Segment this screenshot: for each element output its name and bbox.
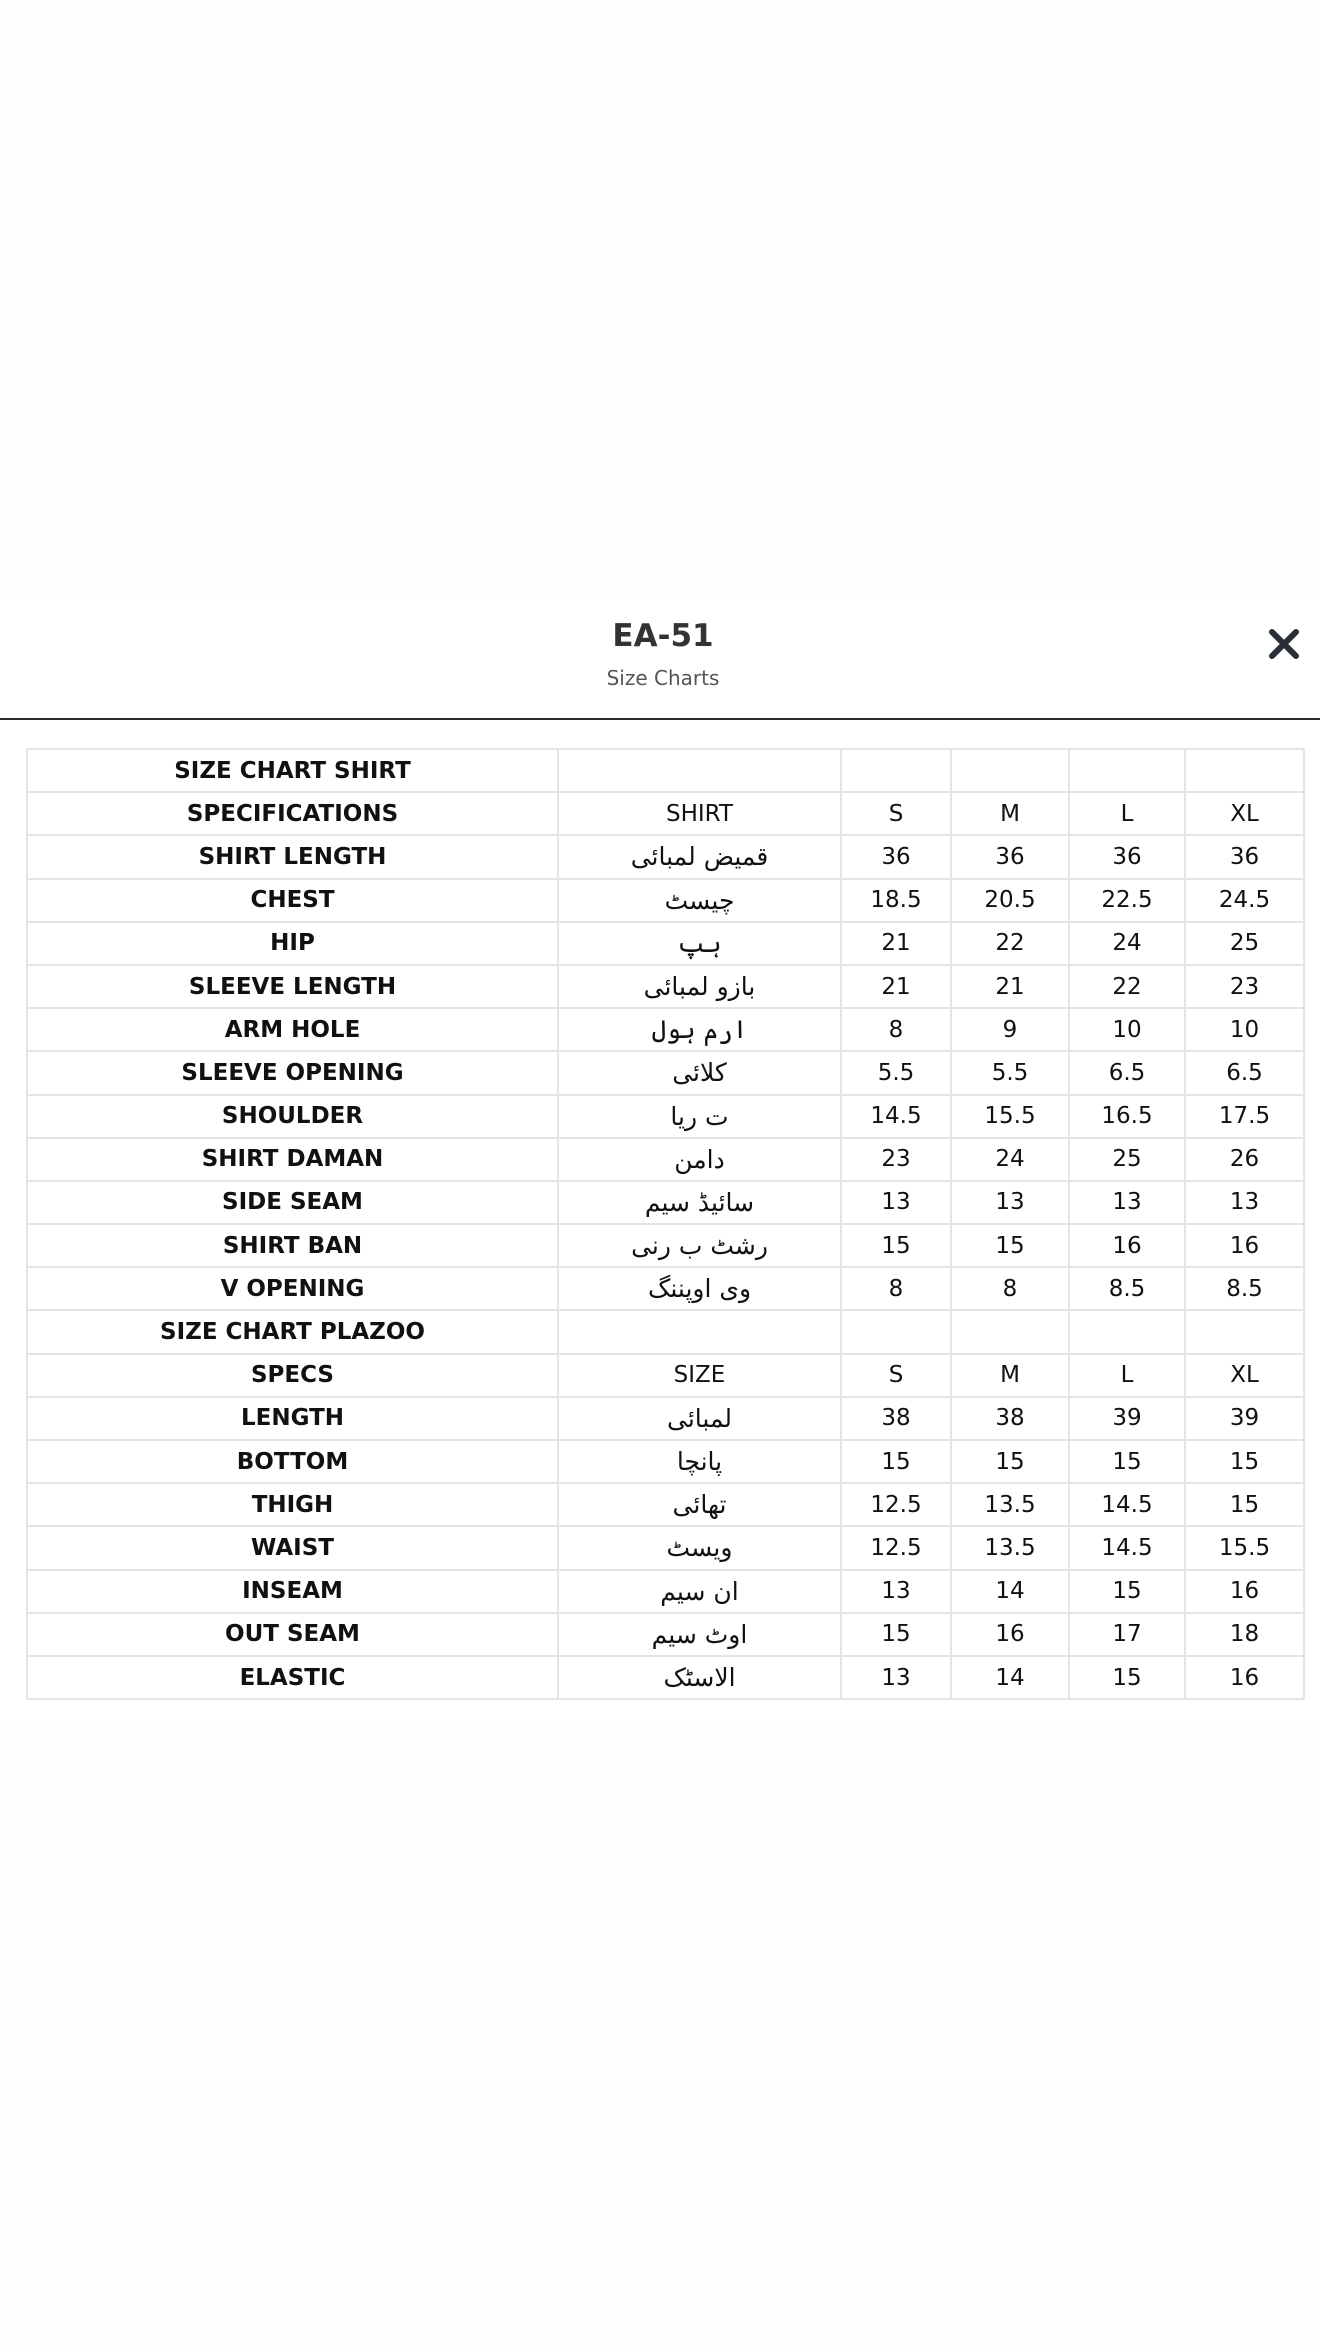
size-value-cell: 36 — [1069, 835, 1185, 878]
table-row — [27, 1526, 1304, 1569]
size-value-cell: 13.5 — [951, 1483, 1069, 1526]
size-value-cell: 14 — [951, 1570, 1069, 1613]
size-value-cell: 13 — [1069, 1181, 1185, 1224]
size-value-cell: 14.5 — [1069, 1483, 1185, 1526]
size-value-cell: 15 — [1185, 1483, 1304, 1526]
size-value-cell: L — [1069, 792, 1185, 835]
size-value-cell: 8.5 — [1185, 1267, 1304, 1310]
size-value-cell: 15 — [841, 1440, 951, 1483]
size-value-cell: 36 — [1185, 835, 1304, 878]
row-label-cell: SHIRT DAMAN — [27, 1138, 558, 1181]
size-value-cell: 38 — [841, 1397, 951, 1440]
size-value-cell: S — [841, 792, 951, 835]
table-row — [27, 1354, 1304, 1397]
row-label-cell: V OPENING — [27, 1267, 558, 1310]
urdu-label-cell: رشٹ ب رنی — [558, 1224, 841, 1267]
table-row — [27, 1310, 1304, 1353]
size-value-cell: 39 — [1069, 1397, 1185, 1440]
size-value-cell: S — [841, 1354, 951, 1397]
table-row — [27, 1138, 1304, 1181]
size-value-cell: 13 — [841, 1656, 951, 1699]
urdu-label-cell: چیسٹ — [558, 879, 841, 922]
size-value-cell: L — [1069, 1354, 1185, 1397]
urdu-label-cell: ہپ — [558, 922, 841, 965]
size-value-cell: 17.5 — [1185, 1095, 1304, 1138]
size-value-cell: 16 — [1069, 1224, 1185, 1267]
urdu-label-cell: لمبائی — [558, 1397, 841, 1440]
size-value-cell: 16 — [1185, 1570, 1304, 1613]
urdu-label-cell: بازو لمبائی — [558, 965, 841, 1008]
size-value-cell: 39 — [1185, 1397, 1304, 1440]
size-value-cell: 21 — [951, 965, 1069, 1008]
size-value-cell — [951, 749, 1069, 792]
background-bottom — [0, 1720, 1320, 2346]
size-value-cell: 5.5 — [841, 1051, 951, 1094]
urdu-label-cell: پانچا — [558, 1440, 841, 1483]
size-value-cell: 15 — [1185, 1440, 1304, 1483]
urdu-label-cell: دامن — [558, 1138, 841, 1181]
size-value-cell: 6.5 — [1185, 1051, 1304, 1094]
size-value-cell: 16 — [951, 1613, 1069, 1656]
table-row — [27, 835, 1304, 878]
size-value-cell — [841, 1310, 951, 1353]
size-value-cell: 22.5 — [1069, 879, 1185, 922]
modal-header — [0, 600, 1320, 720]
size-value-cell: 13 — [1185, 1181, 1304, 1224]
row-label-cell: THIGH — [27, 1483, 558, 1526]
row-label-cell: WAIST — [27, 1526, 558, 1569]
size-value-cell: 14.5 — [841, 1095, 951, 1138]
urdu-label-cell: ت ریا — [558, 1095, 841, 1138]
size-value-cell: 8 — [951, 1267, 1069, 1310]
size-value-cell: 9 — [951, 1008, 1069, 1051]
size-value-cell: 36 — [841, 835, 951, 878]
table-row — [27, 1613, 1304, 1656]
row-label-cell: ELASTIC — [27, 1656, 558, 1699]
size-value-cell: 15 — [951, 1440, 1069, 1483]
row-label-cell: INSEAM — [27, 1570, 558, 1613]
row-label-cell: SPECS — [27, 1354, 558, 1397]
size-value-cell: 8 — [841, 1008, 951, 1051]
size-chart-table — [26, 748, 1305, 1700]
table-row — [27, 1267, 1304, 1310]
size-value-cell: 23 — [1185, 965, 1304, 1008]
size-value-cell: 15 — [841, 1613, 951, 1656]
size-value-cell: 22 — [951, 922, 1069, 965]
row-label-cell: BOTTOM — [27, 1440, 558, 1483]
urdu-label-cell: وی اوپننگ — [558, 1267, 841, 1310]
urdu-label-cell: سائیڈ سیم — [558, 1181, 841, 1224]
size-value-cell: 21 — [841, 965, 951, 1008]
row-label-cell: SHOULDER — [27, 1095, 558, 1138]
size-value-cell: 18 — [1185, 1613, 1304, 1656]
size-value-cell: 15 — [1069, 1656, 1185, 1699]
table-row — [27, 1181, 1304, 1224]
size-value-cell: 12.5 — [841, 1526, 951, 1569]
size-value-cell: 38 — [951, 1397, 1069, 1440]
table-row — [27, 879, 1304, 922]
urdu-label-cell: ان سیم — [558, 1570, 841, 1613]
size-value-cell: 18.5 — [841, 879, 951, 922]
modal-title: EA-51 — [612, 618, 714, 654]
size-value-cell — [1069, 749, 1185, 792]
size-value-cell — [841, 749, 951, 792]
table-row — [27, 1397, 1304, 1440]
size-value-cell: 36 — [951, 835, 1069, 878]
size-value-cell: M — [951, 1354, 1069, 1397]
size-value-cell: 5.5 — [951, 1051, 1069, 1094]
size-value-cell: 16.5 — [1069, 1095, 1185, 1138]
size-value-cell: 10 — [1185, 1008, 1304, 1051]
modal-subtitle: Size Charts — [606, 666, 720, 690]
size-value-cell: 15 — [1069, 1440, 1185, 1483]
table-row — [27, 792, 1304, 835]
size-value-cell: 8.5 — [1069, 1267, 1185, 1310]
size-value-cell: 15.5 — [1185, 1526, 1304, 1569]
table-row — [27, 1095, 1304, 1138]
table-row — [27, 1008, 1304, 1051]
size-value-cell: XL — [1185, 1354, 1304, 1397]
urdu-label-cell: اوٹ سیم — [558, 1613, 841, 1656]
table-row — [27, 1224, 1304, 1267]
urdu-label-cell: تھائی — [558, 1483, 841, 1526]
size-value-cell: 22 — [1069, 965, 1185, 1008]
size-value-cell: 6.5 — [1069, 1051, 1185, 1094]
urdu-label-cell: SIZE — [558, 1354, 841, 1397]
table-row — [27, 1570, 1304, 1613]
row-label-cell: SLEEVE OPENING — [27, 1051, 558, 1094]
urdu-label-cell: کلائی — [558, 1051, 841, 1094]
size-value-cell: 15 — [841, 1224, 951, 1267]
size-value-cell: 15 — [951, 1224, 1069, 1267]
table-row — [27, 749, 1304, 792]
urdu-label-cell — [558, 749, 841, 792]
size-value-cell: 25 — [1185, 922, 1304, 965]
size-value-cell — [1069, 1310, 1185, 1353]
row-label-cell: SIZE CHART PLAZOO — [27, 1310, 558, 1353]
size-value-cell: 20.5 — [951, 879, 1069, 922]
background-top — [0, 0, 1320, 600]
table-row — [27, 1656, 1304, 1699]
urdu-label-cell: ارم ہول — [558, 1008, 841, 1051]
urdu-label-cell: الاسٹک — [558, 1656, 841, 1699]
row-label-cell: CHEST — [27, 879, 558, 922]
size-value-cell: 26 — [1185, 1138, 1304, 1181]
size-value-cell: 8 — [841, 1267, 951, 1310]
size-value-cell: 25 — [1069, 1138, 1185, 1181]
size-chart-modal — [0, 600, 1320, 1720]
close-button[interactable] — [1264, 624, 1304, 664]
row-label-cell: HIP — [27, 922, 558, 965]
row-label-cell: OUT SEAM — [27, 1613, 558, 1656]
size-value-cell: 13 — [841, 1570, 951, 1613]
table-row — [27, 965, 1304, 1008]
size-value-cell: 14 — [951, 1656, 1069, 1699]
urdu-label-cell: ویسٹ — [558, 1526, 841, 1569]
row-label-cell: SHIRT LENGTH — [27, 835, 558, 878]
size-value-cell: 15.5 — [951, 1095, 1069, 1138]
row-label-cell: SIDE SEAM — [27, 1181, 558, 1224]
urdu-label-cell — [558, 1310, 841, 1353]
table-row — [27, 1440, 1304, 1483]
table-row — [27, 1051, 1304, 1094]
size-chart-table-wrapper — [26, 748, 1305, 1700]
urdu-label-cell: قمیض لمبائی — [558, 835, 841, 878]
size-value-cell: 13 — [951, 1181, 1069, 1224]
row-label-cell: SPECIFICATIONS — [27, 792, 558, 835]
size-value-cell: XL — [1185, 792, 1304, 835]
row-label-cell: SLEEVE LENGTH — [27, 965, 558, 1008]
size-value-cell: 23 — [841, 1138, 951, 1181]
size-value-cell — [1185, 1310, 1304, 1353]
size-value-cell: 14.5 — [1069, 1526, 1185, 1569]
close-icon — [1264, 624, 1304, 664]
size-value-cell: 13.5 — [951, 1526, 1069, 1569]
urdu-label-cell: SHIRT — [558, 792, 841, 835]
size-value-cell: 10 — [1069, 1008, 1185, 1051]
row-label-cell: LENGTH — [27, 1397, 558, 1440]
table-row — [27, 922, 1304, 965]
size-value-cell: 24 — [1069, 922, 1185, 965]
size-value-cell: 24 — [951, 1138, 1069, 1181]
size-value-cell: M — [951, 792, 1069, 835]
size-value-cell: 21 — [841, 922, 951, 965]
row-label-cell: SIZE CHART SHIRT — [27, 749, 558, 792]
size-value-cell: 12.5 — [841, 1483, 951, 1526]
row-label-cell: SHIRT BAN — [27, 1224, 558, 1267]
size-value-cell: 24.5 — [1185, 879, 1304, 922]
row-label-cell: ARM HOLE — [27, 1008, 558, 1051]
table-row — [27, 1483, 1304, 1526]
size-value-cell — [951, 1310, 1069, 1353]
size-value-cell: 15 — [1069, 1570, 1185, 1613]
size-value-cell: 13 — [841, 1181, 951, 1224]
size-value-cell — [1185, 749, 1304, 792]
size-value-cell: 16 — [1185, 1224, 1304, 1267]
size-value-cell: 16 — [1185, 1656, 1304, 1699]
size-value-cell: 17 — [1069, 1613, 1185, 1656]
